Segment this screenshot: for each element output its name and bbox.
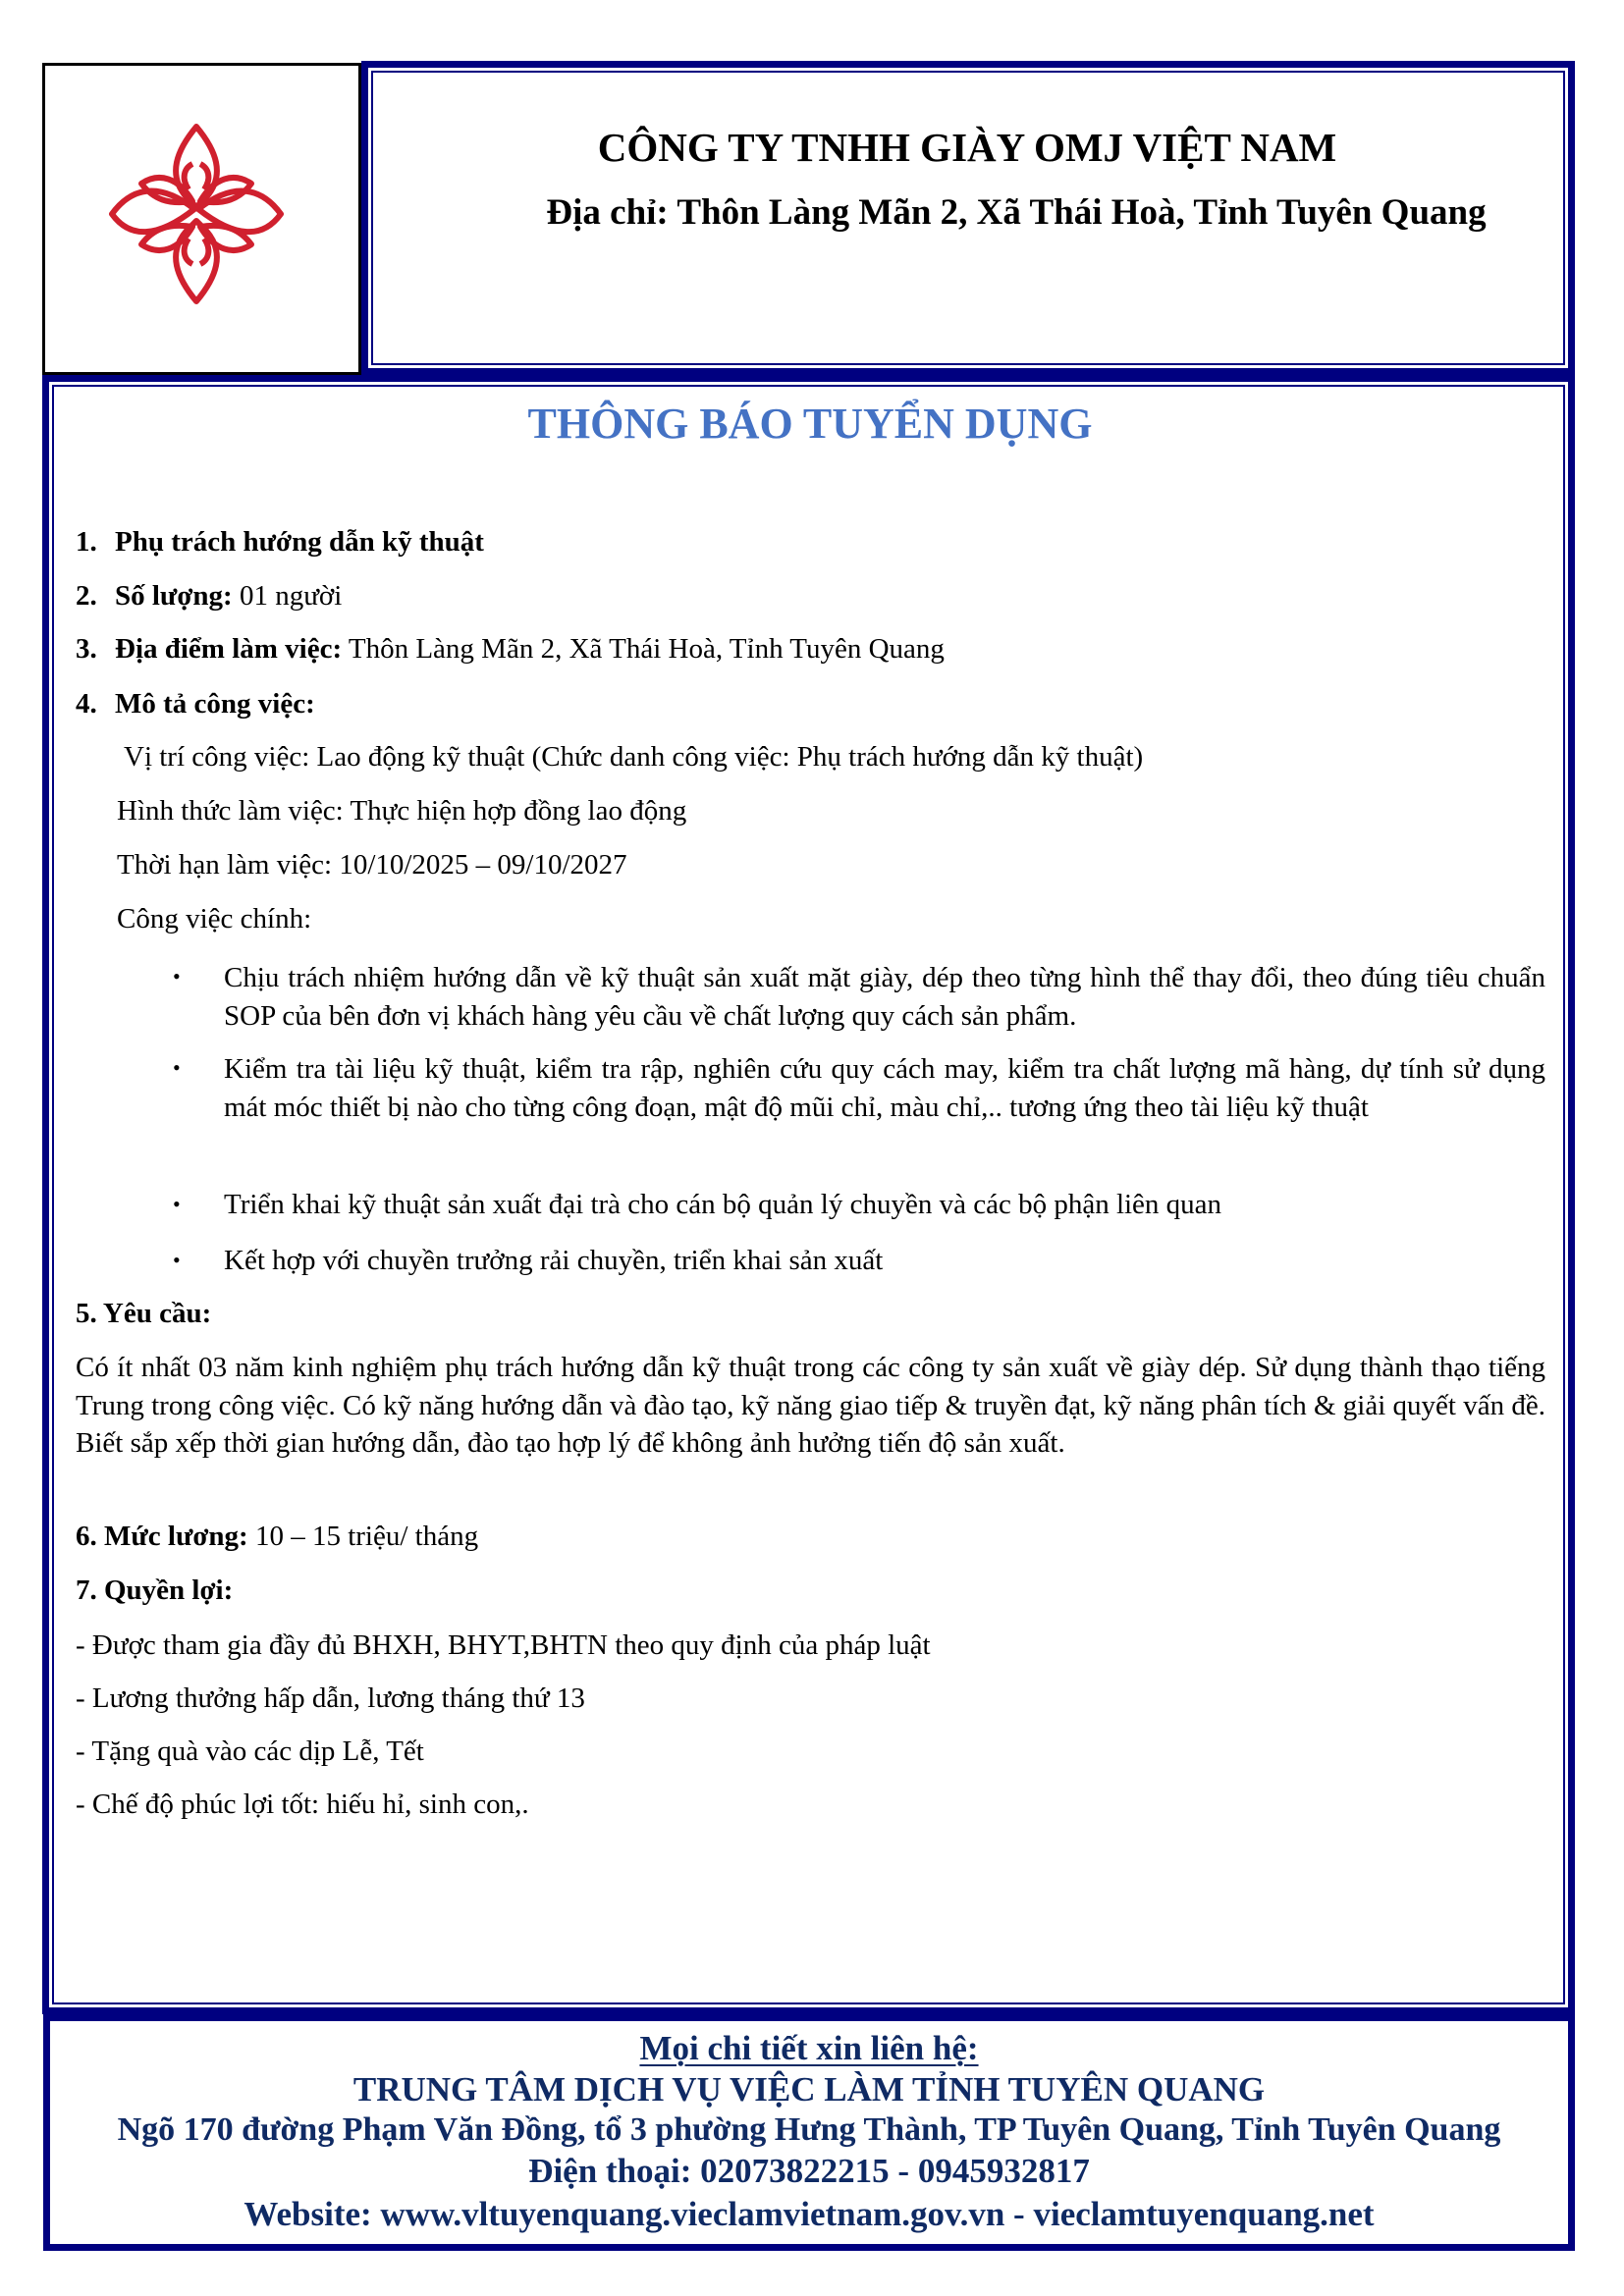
bullet-icon: • [173, 964, 181, 988]
salary [76, 1519, 478, 1554]
center-name: TRUNG TÂM DỊCH VỤ VIỆC LÀM TỈNH TUYÊN QUANG [352, 2070, 1266, 2109]
job-position: Vị trí công việc: Lao động kỹ thuật (Chức danh công việc: Phụ trách hướng dẫn kỹ thuật) [124, 741, 1144, 773]
benefit-item: - Chế độ phúc lợi tốt: hiếu hỉ, sinh con,. [76, 1789, 529, 1820]
task-item: Kết hợp với chuyền trưởng rải chuyền, triển khai sản xuất [224, 1245, 884, 1276]
center-address: Ngõ 170 đường Phạm Văn Đồng, tổ 3 phường Hưng Thành, TP Tuyên Quang, Tỉnh Tuyên Quang [117, 2111, 1501, 2148]
item-job-description [76, 686, 315, 721]
task-item: Triển khai kỹ thuật sản xuất đại trà cho cán bộ quản lý chuyền và các bộ phận liên quan [224, 1189, 1222, 1220]
requirements-heading [76, 1296, 211, 1331]
benefit-item: - Tặng quà vào các dịp Lễ, Tết [76, 1735, 424, 1767]
item-location [76, 631, 945, 667]
requirements-heading-text: 5. Yêu cầu: [76, 1298, 212, 1329]
company-logo [108, 121, 285, 307]
bullet-icon: • [173, 1248, 181, 1272]
benefits-heading-text: 7. Quyền lợi: [76, 1575, 234, 1606]
logo-petal-top-inner [185, 164, 209, 189]
task-item: Chịu trách nhiệm hướng dẫn về kỹ thuật sản xuất mặt giày, dép theo từng hình thể thay đổi, theo đúng tiêu chuẩn SOP của bên đơn vị khách hàng yêu cầu về chất lượng quy cách sản phẩm. [224, 962, 1545, 1032]
benefit-item: - Được tham gia đầy đủ BHXH, BHYT,BHTN theo quy định của pháp luật [76, 1629, 931, 1661]
salary-value: 10 – 15 triệu/ tháng [247, 1521, 479, 1552]
item-value: 01 người [232, 580, 343, 612]
item-value: Thôn Làng Mãn 2, Xã Thái Hoà, Tỉnh Tuyên Quang [342, 633, 945, 665]
salary-label: 6. Mức lương: [76, 1521, 248, 1552]
item-label: Số lượng: [115, 580, 233, 612]
item-number: 2. [76, 580, 97, 612]
center-website[interactable]: Website: www.vltuyenquang.vieclamvietnam.gov.vn - vieclamtuyenquang.net [244, 2195, 1375, 2233]
company-name: CÔNG TY TNHH GIÀY OMJ VIỆT NAM [597, 125, 1337, 170]
page-title: THÔNG BÁO TUYỂN DỤNG [527, 400, 1093, 448]
task-item: Kiểm tra tài liệu kỹ thuật, kiểm tra rập, nghiên cứu quy cách may, kiểm tra chất lượng mã hàng, dự tính sử dụng mát móc thiết bị nào cho từng công đoạn, mật độ mũi chỉ, màu chỉ,.. tương ứng theo tài liệu kỹ thuật [224, 1053, 1545, 1123]
bullet-icon: • [173, 1192, 181, 1216]
benefits-heading [76, 1573, 233, 1608]
benefit-item: - Lương thưởng hấp dẫn, lương tháng thứ 13 [76, 1682, 585, 1714]
item-number: 4. [76, 688, 97, 720]
job-form: Hình thức làm việc: Thực hiện hợp đồng lao động [117, 795, 687, 827]
item-number: 3. [76, 633, 97, 665]
bullet-icon: • [173, 1055, 181, 1080]
logo-petal-top [176, 127, 217, 207]
item-label: Địa điểm làm việc: [115, 633, 343, 665]
item-number: 1. [76, 526, 97, 558]
item-quantity [76, 578, 342, 614]
main-tasks-label: Công việc chính: [117, 903, 312, 934]
contact-label: Mọi chi tiết xin liên hệ: [639, 2029, 979, 2067]
logo-petal-bottom-inner [185, 239, 209, 264]
company-address: Địa chỉ: Thôn Làng Mãn 2, Xã Thái Hoà, Tỉnh Tuyên Quang [546, 192, 1487, 233]
item-position [76, 524, 484, 560]
center-phone[interactable]: Điện thoại: 02073822215 - 0945932817 [528, 2152, 1090, 2190]
logo-petal-bottom [176, 221, 217, 301]
job-term: Thời hạn làm việc: 10/10/2025 – 09/10/2027 [117, 849, 627, 881]
requirements-text: Có ít nhất 03 năm kinh nghiệm phụ trách hướng dẫn kỹ thuật trong các công ty sản xuất về giày dép. Sử dụng thành thạo tiếng Trung trong công việc. Có kỹ năng hướng dẫn và đào tạo, kỹ năng giao tiếp & truyền đạt, kỹ năng phân tích & giải quyết vấn đề. Biết sắp xếp thời gian hướng dẫn, đào tạo hợp lý để không ảnh hưởng tiến độ sản xuất. [76, 1352, 1545, 1459]
item-label: Phụ trách hướng dẫn kỹ thuật [115, 526, 484, 558]
item-label: Mô tả công việc: [115, 688, 315, 720]
